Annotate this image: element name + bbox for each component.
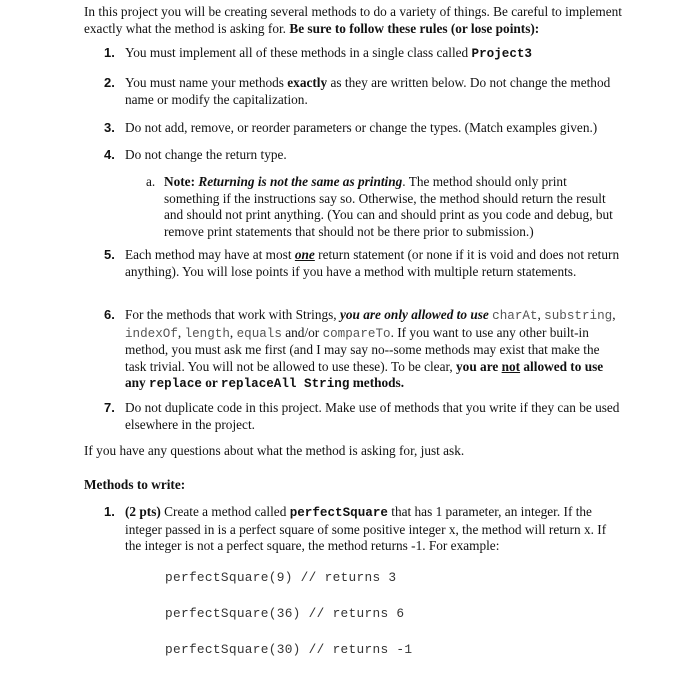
rule-text: For the methods that work with Strings, bbox=[125, 307, 340, 322]
rule-6 bbox=[104, 307, 624, 393]
example-line-1: perfectSquare(9) // returns 3 bbox=[165, 570, 397, 585]
rule-text: Do not duplicate code in this project. Make use of methods that you write if they can be used elsewhere in the project. bbox=[125, 400, 620, 432]
method-text: that has 1 parameter, an integer. If the integer passed in is a perfect square of some positive integer x, the method will return x. If the integer is not a perfect square, the method returns -1. For example: bbox=[125, 504, 607, 553]
example-line-2: perfectSquare(36) // returns 6 bbox=[165, 606, 405, 621]
rule-emphasis: exactly bbox=[287, 75, 328, 90]
rule-1 bbox=[104, 45, 624, 63]
rule-text: as they are written below. Do not change the method name or modify the capitalization. bbox=[125, 75, 611, 107]
rule-emphasis: you are only allowed to use bbox=[339, 307, 489, 322]
rule-text: Do not add, remove, or reorder parameters or change the types. (Match examples given.) bbox=[125, 120, 598, 135]
sub-rule-letter: a. bbox=[146, 174, 156, 189]
rule-emphasis: you are bbox=[456, 358, 502, 374]
methods-heading-text: Methods to write: bbox=[84, 477, 186, 492]
intro-paragraph bbox=[84, 4, 644, 37]
rule-3 bbox=[104, 120, 624, 137]
method-code: substring bbox=[544, 309, 613, 323]
method-code: length bbox=[184, 326, 230, 341]
rule-text: You must implement all of these methods in a single class called bbox=[125, 45, 472, 60]
rule-emphasis: not bbox=[501, 358, 521, 374]
rule-emphasis: one bbox=[294, 247, 315, 262]
method-code: charAt bbox=[492, 309, 538, 323]
rule-number: 1. bbox=[104, 45, 115, 60]
method-number: 1. bbox=[104, 504, 115, 519]
questions-paragraph bbox=[84, 443, 644, 460]
rule-number: 6. bbox=[104, 307, 115, 322]
method-text: Create a method called bbox=[160, 504, 290, 519]
comma: , bbox=[177, 324, 182, 340]
example-line-3: perfectSquare(30) // returns -1 bbox=[165, 642, 413, 657]
rule-text: return statement (or none if it is void and does not return anything). You will lose points if you have a method with multiple return statements. bbox=[125, 247, 620, 279]
intro-warning: Be sure to follow these rules (or lose points): bbox=[289, 20, 540, 36]
rule-text: . If you want to use any other built-in method, you must ask me first (and I may say no--some methods may exist that make the task trivial. You will not be allowed to use these). To be clear, bbox=[125, 324, 600, 374]
rule-number: 2. bbox=[104, 75, 115, 90]
methods-heading bbox=[84, 477, 644, 494]
method-1 bbox=[104, 504, 624, 555]
method-code: String bbox=[296, 377, 350, 391]
rule-7 bbox=[104, 400, 624, 433]
rule-2 bbox=[104, 75, 624, 108]
rule-emphasis: methods. bbox=[349, 375, 405, 390]
class-name-code: Project3 bbox=[471, 47, 532, 61]
comma: , bbox=[229, 324, 234, 340]
method-points: (2 pts) bbox=[125, 504, 161, 519]
method-code: equals bbox=[236, 326, 282, 341]
intro-text: In this project you will be creating several methods to do a variety of things. Be careful to implement exactly what the method is asking for. bbox=[84, 4, 623, 36]
rule-4 bbox=[104, 147, 624, 164]
rule-text: Each method may have at most bbox=[125, 247, 295, 262]
rule-4a bbox=[146, 174, 624, 240]
rule-text: and/or bbox=[281, 324, 323, 340]
method-code: replaceAll bbox=[220, 377, 297, 391]
rule-text: You must name your methods bbox=[125, 75, 288, 90]
rule-text: Do not change the return type. bbox=[125, 147, 287, 162]
rule-5 bbox=[104, 247, 624, 280]
note-emphasis: Returning is not the same as printing bbox=[198, 174, 403, 189]
rule-number: 3. bbox=[104, 120, 115, 135]
rule-emphasis: or bbox=[201, 375, 221, 390]
rule-emphasis: allowed to use any bbox=[125, 358, 604, 390]
method-code: replace bbox=[149, 377, 202, 391]
method-code: indexOf bbox=[125, 326, 178, 341]
note-text: . The method should only print something if the instructions say so. Otherwise, the method should return the result and should not print anything. (You can and should print as you code and debug, but remove print statements that should not be there prior to submission.) bbox=[164, 174, 613, 239]
comma: , bbox=[537, 307, 541, 322]
rule-number: 7. bbox=[104, 400, 115, 415]
note-label: Note: bbox=[164, 174, 199, 189]
questions-text: If you have any questions about what the method is asking for, just ask. bbox=[84, 443, 465, 458]
comma: , bbox=[612, 307, 616, 322]
method-code: compareTo bbox=[322, 326, 391, 341]
method-name-code: perfectSquare bbox=[289, 506, 388, 520]
rule-number: 5. bbox=[104, 247, 115, 262]
rule-number: 4. bbox=[104, 147, 115, 162]
